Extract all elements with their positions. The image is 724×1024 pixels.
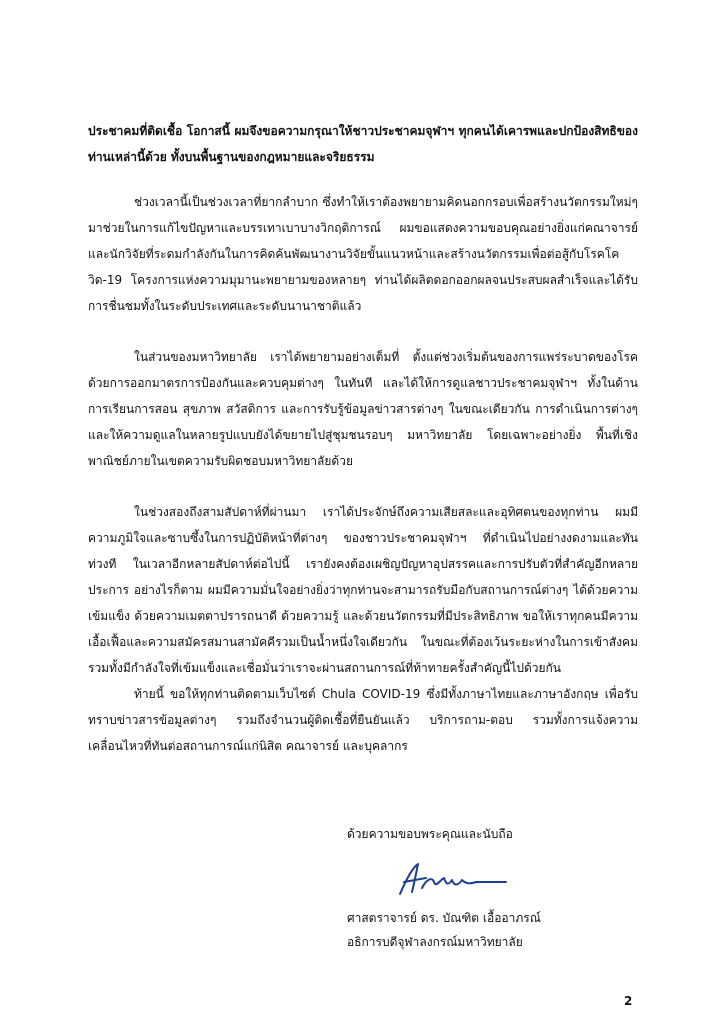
signer-block xyxy=(347,906,541,954)
signer-name: ศาสตราจารย์ ดร. บัณฑิต เอื้ออาภรณ์ xyxy=(347,911,541,925)
page-number: 2 xyxy=(624,994,633,1008)
paragraph-innovation: ช่วงเวลานี้เป็นช่วงเวลาที่ยากลำบาก ซึ่งทำให้เราต้องพยายามคิดนอกกรอบเพื่อสร้างนวัตกรรมใหม่ๆ มาช่วยในการแก้ไขปัญหาและบรรเทาเบาบางวิกฤติการณ์ ผมขอแสดงความขอบคุณอย่างยิ่งแก่คณาจารย์และนักวิจัยที่ระดมกำลังกันในการคิดค้นพัฒนางานวิจัยขั้นแนวหน้าและสร้างนวัตกรรมเพื่อต่อสู้กับโรคโควิด-19 โครงการแห่งความมุมานะพยายามของหลายๆ ท่านได้ผลิตดอกออกผลจนประสบผลสำเร็จและได้รับการชื่นชมทั้งในระดับประเทศและระดับนานาชาติแล้ว xyxy=(88,195,638,313)
paragraph-gratitude: ในช่วงสองถึงสามสัปดาห์ที่ผ่านมา เราได้ประจักษ์ถึงความเสียสละและอุทิศตนของทุกท่าน ผมมีความภูมิใจและซาบซึ้งในการปฏิบัติหน้าที่ต่างๆ ของชาวประชาคมจุฬาฯ ที่ดำเนินไปอย่างงดงามและทันท่วงที ในเวลาอีกหลายสัปดาห์ต่อไปนี้ เรายังคงต้องเผชิญปัญหาอุปสรรคและการปรับตัวที่สำคัญอีกหลายประการ อย่างไรก็ตาม ผมมีความมั่นใจอย่างยิ่งว่าทุกท่านจะสามารถรับมือกับสถานการณ์ต่างๆ ได้ด้วยความเข้มแข็ง ด้วยความเมตตาปรารถนาดี ด้วยความรู้ และด้วยนวัตกรรมที่มีประสิทธิภาพ ขอให้เราทุกคนมีความเอื้อเฟื้อและความสมัครสมานสามัคคีรวมเป็นน้ำหนึ่งใจเดียวกัน ในขณะที่ต้องเว้นระยะห่างในการเข้าสังคม รวมทั้งมีกำลังใจที่เข้มแข็งและเชื่อมั่นว่าเราจะผ่านสถานการณ์ที่ท้าทายครั้งสำคัญนี้ไปด้วยกัน xyxy=(88,505,638,675)
paragraph-university-measures: ในส่วนของมหาวิทยาลัย เราได้พยายามอย่างเต็มที่ ตั้งแต่ช่วงเริ่มต้นของการแพร่ระบาดของโรคด้วยการออกมาตรการป้องกันและควบคุมต่างๆ ในทันที และได้ให้การดูแลชาวประชาคมจุฬาฯ ทั้งในด้านการเรียนการสอน สุขภาพ สวัสดิการ และการรับรู้ข้อมูลข่าวสารต่างๆ ในขณะเดียวกัน การดำเนินการต่างๆ และให้ความดูแลในหลายรูปแบบยังได้ขยายไปสู่ชุมชนรอบๆ มหาวิทยาลัย โดยเฉพาะอย่างยิ่ง พื้นที่เชิงพาณิชย์ภายในเขตความรับผิดชอบมหาวิทยาลัยด้วย xyxy=(88,350,638,468)
closing-salutation: ด้วยความขอบพระคุณและนับถือ xyxy=(347,827,513,841)
letter-body xyxy=(88,118,638,784)
signer-title: อธิการบดีจุฬาลงกรณ์มหาวิทยาลัย xyxy=(347,935,523,949)
lead-paragraph: ประชาคมที่ติดเชื้อ โอกาสนี้ ผมจึงขอความกรุณาให้ชาวประชาคมจุฬาฯ ทุกคนได้เคารพและปกป้องสิทธิของท่านเหล่านี้ด้วย ทั้งบนพื้นฐานของกฎหมายและจริยธรรม xyxy=(88,124,638,164)
handwritten-signature xyxy=(392,858,512,902)
paragraph-website: ท้ายนี้ ขอให้ทุกท่านติดตามเว็บไซต์ Chula COVID-19 ซึ่งมีทั้งภาษาไทยและภาษาอังกฤษ เพื่อรับทราบข่าวสารข้อมูลต่างๆ รวมถึงจำนวนผู้ติดเชื้อที่ยืนยันแล้ว บริการถาม-ตอบ รวมทั้งการแจ้งความเคลื่อนไหวที่ทันต่อสถานการณ์แก่นิสิต คณาจารย์ และบุคลากร xyxy=(88,687,638,753)
